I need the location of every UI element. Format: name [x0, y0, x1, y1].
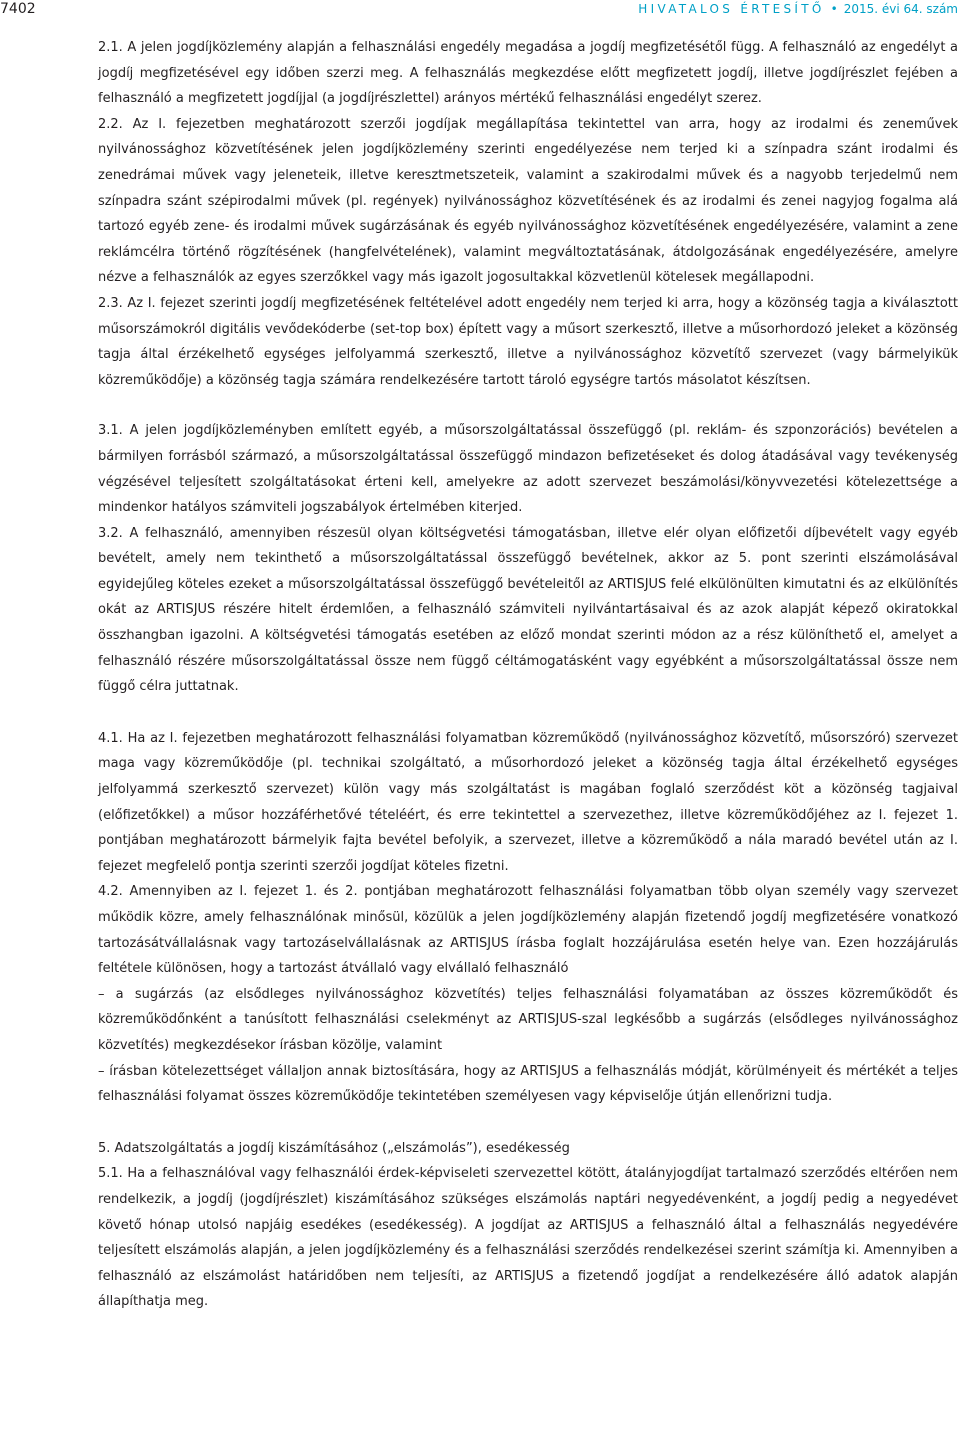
- page-header: [0, 0, 960, 30]
- list-item-dash-2: – írásban kötelezettséget vállaljon annak biztosítására, hogy az ARTISJUS a felhasználás módját, körülményeit és mértékét a teljes felhasználási folyamat összes közreműködője tekintetében személyesen vagy képviselője útján ellenőrizni tudja.: [98, 1063, 958, 1105]
- paragraph-3-1: 3.1. A jelen jogdíjközleményben említett egyéb, a műsorszolgáltatással összefüggő (pl. reklám- és szponzorációs) bevételen a bármilyen forrásból származó, a műsorszolgáltatással összefüggő mindazon befizetéseket és dolog átadásával vagy tevékenység végzésével teljesített szolgáltatásokat érteni kell, amelyekre az adott szervezet beszámolási/könyvvezetési kötelezettsége a mindenkor hatályos számviteli jogszabályok értelmében kiterjed.: [98, 423, 958, 516]
- separator-dot: •: [830, 2, 838, 16]
- paragraph-2-3: 2.3. Az I. fejezet szerinti jogdíj megfizetésének feltételével adott engedély nem terjed ki arra, hogy a közönség tagja a kiválasztott műsorszámokról digitális vevődekóderbe (set-top box) épített vagy a műsort szerkesztő, illetve a műsorhordozó jeleket a közönség tagja által érzékelhető egységes jelfolyammá szerkesztő, illetve a nyilvánossághoz közvetítő szervezet (vagy bármelyikük közreműködője) a közönség tagja számára rendelkezésére tartott tároló egységre tartós másolatot készítsen.: [98, 295, 958, 388]
- document-body: [98, 35, 958, 1315]
- paragraph-2-2: 2.2. Az I. fejezetben meghatározott szerzői jogdíjak megállapítása tekintettel van arra, hogy az irodalmi és zeneművek nyilvánossághoz közvetítésének jelen jogdíjközlemény szerinti engedélyezése nem terjed ki a színpadra szánt irodalmi és zenedrámai művek vagy jeleneteik, illetve keresztmetszeteik, valamint a szakirodalmi művek és a nagyobb terjedelmű nem színpadra szánt szépirodalmi művek (pl. regények) nyilvánossághoz közvetítésének és az irodalmi és zenei nagyjog fogalma alá tartozó egyéb zene- és irodalmi művek sugárzásának és egyéb nyilvánossághoz közvetítésének engedélyezésére, valamint a zene reklámcélra történő rögzítésének (hangfelvételének), valamint megváltoztatásának, átdolgozásának engedélyezésére, amelyre nézve a felhasználók az egyes szerzőkkel vagy más igazolt jogosultakkal közvetlenül kötelesek megállapodni.: [98, 116, 958, 286]
- page-number: 7402: [0, 1, 36, 17]
- paragraph-5-1: 5.1. Ha a felhasználóval vagy felhasználói érdek-képviseleti szervezettel kötött, átalányjogdíjat tartalmazó szerződés eltérően nem rendelkezik, a jogdíj (jogdíjrészlet) kiszámításához szükséges elszámolás naptári negyedévenként, a jogdíj pedig a negyedévet követő hónap utolsó napjáig esedékes (esedékesség). A jogdíjat az ARTISJUS a felhasználó által a felhasználás negyedévére teljesített elszámolás alapján, a jelen jogdíjközlemény és a felhasználási szerződés rendelkezései szerint számítja ki. Amennyiben a felhasználó az elszámolást határidőben nem teljesíti, az ARTISJUS a fizetendő jogdíjat a rendelkezésére álló adatok alapján állapíthatja meg.: [98, 1166, 958, 1310]
- paragraph-2-1: 2.1. A jelen jogdíjközlemény alapján a felhasználási engedély megadása a jogdíj megfizetésétől függ. A felhasználó az engedélyt a jogdíj megfizetésével egy időben szerzi meg. A felhasználás megkezdése előtt megfizetett jogdíj, illetve jogdíjrészlet fejében a felhasználó a megfizetett jogdíjjal (a jogdíjrészlettel) arányos mértékű felhasználási engedélyt szerez.: [98, 40, 958, 107]
- gazette-title: [638, 0, 958, 18]
- paragraph-4-2: 4.2. Amennyiben az I. fejezet 1. és 2. pontjában meghatározott felhasználási folyamatban több olyan személy vagy szervezet működik közre, amely felhasználónak minősül, közülük a jelen jogdíjközlemény alapján fizetendő jogdíj megfizetésére vonatkozó tartozásátvállalásnak vagy tartozáselvállalásnak az ARTISJUS írásba foglalt hozzájárulása esetén helye van. Ezen hozzájárulás feltétele különösen, hogy a tartozást átvállaló vagy elvállaló felhasználó: [98, 884, 958, 977]
- issue-number: 2015. évi 64. szám: [843, 2, 958, 16]
- paragraph-4-1: 4.1. Ha az I. fejezetben meghatározott felhasználási folyamatban közreműködő (nyilvánossághoz közvetítő, műsorszóró) szervezet maga vagy közreműködője (pl. technikai szolgáltató, a műsorhordozó jeleket a közönség tagja által érzékelhető egységes jelfolyammá szerkesztő szervezet) külön vagy más szolgáltatást is magában foglaló szerződést köt a közönség tagjaival (előfizetőkkel) a műsor hozzáférhetővé tételéért, és erre tekintettel a szervezethez, illetve közreműködőjéhez az I. fejezet 1. pontjában meghatározott bármelyik fajta bevétel befolyik, a szervezet, illetve a közreműködő a nála maradó bevétel után az I. fejezet megfelelő pontja szerinti szerzői jogdíjat köteles fizetni.: [98, 730, 958, 874]
- paragraph-3-2: 3.2. A felhasználó, amennyiben részesül olyan költségvetési támogatásban, illetve elér olyan előfizetői díjbevételt vagy egyéb bevételt, amely nem tekinthető a műsorszolgáltatással összefüggő bevételnek, akkor az 5. pont szerinti elszámolásával egyidejűleg köteles ezeket a műsorszolgáltatással összefüggő bevételeitől az ARTISJUS felé elkülönülten kimutatni és az elkülönítés okát az ARTISJUS részére hitelt érdemlően, a felhasználó számviteli nyilvántartásaival és az azok alapját képező okiratokkal összhangban igazolni. A költségvetési támogatás esetében az előző mondat szerinti módon az a rész különíthető el, amelyet a felhasználó részére műsorszolgáltatással össze nem függő céltámogatásként vagy egyébként a műsorszolgáltatással össze nem függő célra juttatnak.: [98, 525, 958, 695]
- section-5-heading: 5. Adatszolgáltatás a jogdíj kiszámításához („elszámolás”), esedékesség: [98, 1140, 570, 1156]
- list-item-dash-1: – a sugárzás (az elsődleges nyilvánossághoz közvetítés) teljes felhasználási folyamatában az összes közreműködőt és közreműködőnként a tanúsított felhasználási cselekményt az ARTISJUS-szal legkésőbb a sugárzás (elsődleges nyilvánossághoz közvetítés) megkezdésekor írásban közölje, valamint: [98, 986, 958, 1053]
- publication-name: HIVATALOS ÉRTESÍTŐ: [638, 2, 825, 16]
